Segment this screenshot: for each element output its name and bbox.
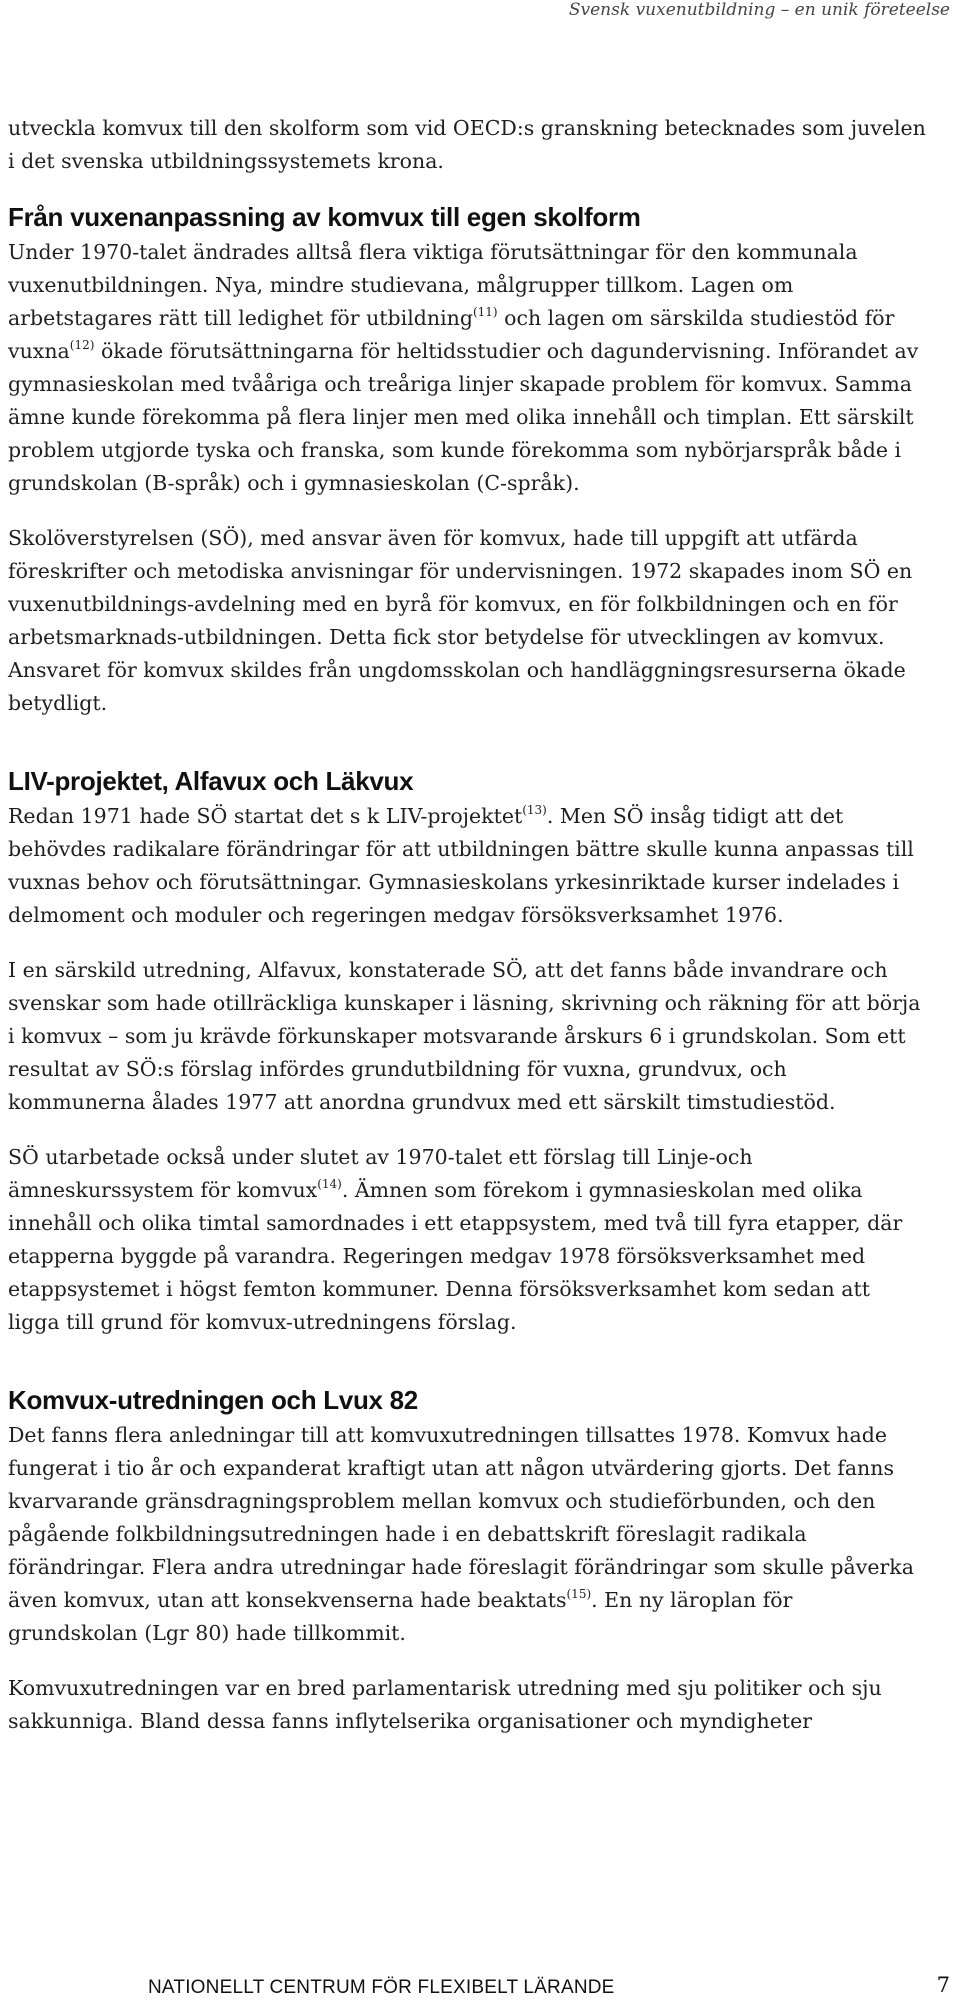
page-number: 7 (936, 1973, 950, 1997)
paragraph: Redan 1971 hade SÖ startat det s k LIV-projektet$^{(13)}$. Men SÖ insåg tidigt att det behövdes radikalare förändringar för att utbildningen bättre skulle kunna anpassas till vuxnas behov och förutsättningar. Gymnasieskolans yrkesinriktade kurser indelades i delmoment och moduler och regeringen medgav försöksverksamhet 1976. (8, 803, 914, 927)
section-heading-egen-skolform: Från vuxenanpassning av komvux till egen skolform (8, 202, 641, 232)
paragraph: Under 1970-talet ändrades alltså flera viktiga förutsättningar för den kommunala vuxenutbildningen. Nya, mindre studievana, målgrupper tillkom. Lagen om arbetstagares rätt till ledighet för utbildning$^{(11)}$ och lagen om särskilda studiestöd för vuxna$^{(12)}$ ökade förutsättningarna för heltidsstudier och dagundervisning. Införandet av gymnasieskolan med tvååriga och treåriga linjer skapade problem för komvux. Samma ämne kunde förekomma på flera linjer men med olika innehåll och timplan. Ett särskilt problem utgjorde tyska och franska, som kunde förekomma som nybörjarspråk både i grundskolan (B-språk) och i gymnasieskolan (C-språk). (8, 240, 919, 495)
paragraph: Skolöverstyrelsen (SÖ), med ansvar även för komvux, hade till uppgift att utfärda föreskrifter och metodiska anvisningar för undervisningen. 1972 skapades inom SÖ en vuxenutbildnings-avdelning med en byrå för komvux, en för folkbildningen och en för arbetsmarknads-utbildningen. Detta fick stor betydelse för utvecklingen av komvux. Ansvaret för komvux skildes från ungdomsskolan och handläggningsresurserna ökade betydligt. (8, 526, 913, 715)
running-header: Svensk vuxenutbildning – en unik företeelse (568, 0, 950, 20)
footnote-ref: (11) (472, 305, 498, 319)
section-heading-komvux-utredningen: Komvux-utredningen och Lvux 82 (8, 1385, 418, 1415)
paragraph: SÖ utarbetade också under slutet av 1970-talet ett förslag till Linje-och ämneskurssystem för komvux$^{(14)}$. Ämnen som förekom i gymnasieskolan med olika innehåll och olika timtal samordnades i ett etappsystem, med två till fyra etapper, där etapperna byggde på varandra. Regeringen medgav 1978 försöksverksamhet med etappsystemet i högst femton kommuner. Denna försöksverksamhet kom sedan att ligga till grund för komvux-utredningens förslag. (8, 1145, 903, 1334)
footer-organization: NATIONELLT CENTRUM FÖR FLEXIBELT LÄRANDE (148, 1977, 615, 1998)
footnote-ref: (15) (566, 1587, 592, 1601)
footnote-ref: (14) (317, 1177, 342, 1191)
page-content (8, 112, 928, 1760)
section-heading-liv-projektet: LIV-projektet, Alfavux och Läkvux (8, 766, 414, 796)
intro-paragraph: utveckla komvux till den skolform som vid OECD:s granskning betecknades som juvelen i det svenska utbildningssystemets krona. (8, 116, 926, 173)
footnote-ref: (13) (522, 803, 547, 817)
paragraph: Det fanns flera anledningar till att komvuxutredningen tillsattes 1978. Komvux hade fungerat i tio år och expanderat kraftigt utan att någon utvärdering gjorts. Det fanns kvarvarande gränsdragningsproblem mellan komvux och studieförbunden, och den pågående folkbildningsutredningen hade i en debattskrift föreslagit radikala förändringar. Flera andra utredningar hade föreslagit förändringar som skulle påverka även komvux, utan att konsekvenserna hade beaktats$^{(15)}$. En ny läroplan för grundskolan (Lgr 80) hade tillkommit. (8, 1423, 914, 1645)
paragraph: Komvuxutredningen var en bred parlamentarisk utredning med sju politiker och sju sakkunniga. Bland dessa fanns inflytelserika organisationer och myndigheter (8, 1676, 882, 1733)
paragraph: I en särskild utredning, Alfavux, konstaterade SÖ, att det fanns både invandrare och svenskar som hade otillräckliga kunskaper i läsning, skrivning och räkning för att börja i komvux – som ju krävde förkunskaper motsvarande årskurs 6 i grundskolan. Som ett resultat av SÖ:s förslag infördes grundutbildning för vuxna, grundvux, och kommunerna ålades 1977 att anordna grundvux med ett särskilt timstudiestöd. (8, 958, 921, 1114)
footnote-ref: (12) (69, 338, 95, 352)
